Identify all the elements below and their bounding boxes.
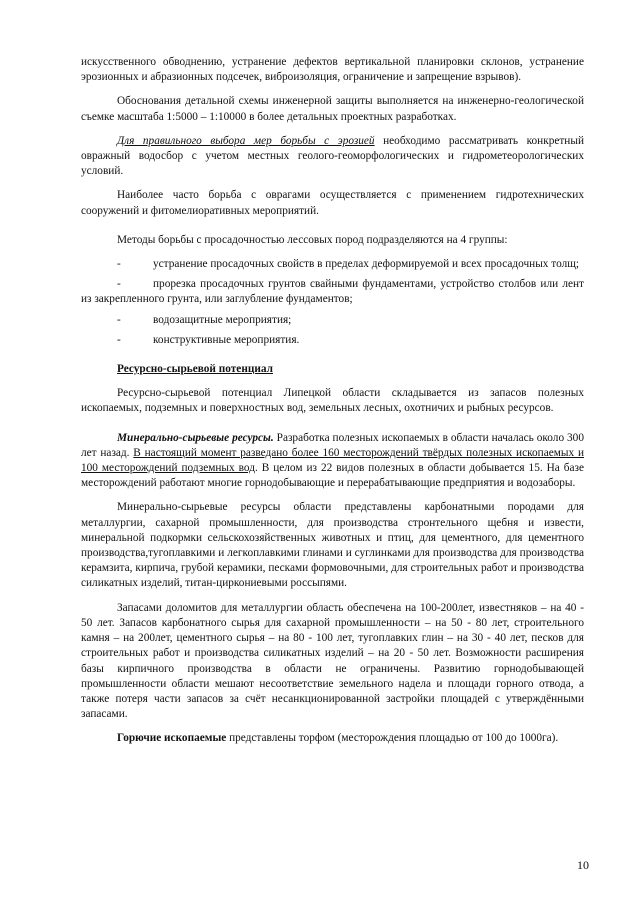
list-dash: - bbox=[117, 278, 121, 291]
list-item bbox=[81, 277, 584, 307]
paragraph-10-lead: Горючие ископаемые bbox=[117, 732, 227, 745]
list-item bbox=[81, 333, 584, 348]
paragraph-4: Наиболее часто борьба с оврагами осуществляется с применением гидротехнических сооружений и фитомелиоративных мероприятий. bbox=[81, 189, 584, 217]
list-item-text: устранение просадочных свойств в пределах деформируемой и всех просадочных толщ; bbox=[153, 258, 580, 271]
section-heading: Ресурсно-сырьевой потенциал bbox=[117, 363, 273, 376]
paragraph-10 bbox=[81, 731, 584, 746]
paragraph-2: Обоснования детальной схемы инженерной защиты выполняется на инженерно-геологической съемке масштаба 1:5000 – 1:10000 в более детальных проектных разработках. bbox=[81, 95, 584, 123]
list-item-text: прорезка просадочных грунтов свайными фундаментами, устройство столбов или лент из закрепленного грунта, или заглубление фундаментов; bbox=[81, 278, 584, 306]
paragraph-7-underlined: В настоящий момент разведано более 160 месторождений твёрдых полезных ископаемых и 100 месторождений подземных вод bbox=[81, 446, 584, 475]
paragraph-5: Методы борьбы с просадочностью лессовых пород подразделяются на 4 группы: bbox=[117, 233, 508, 246]
list-dash: - bbox=[117, 258, 121, 271]
paragraph-1: искусственного обводнению, устранение дефектов вертикальной планировки склонов, устранение эрозионных и абразионных подсечек, виброизоляция, ограничение и запрещение взрывов). bbox=[81, 56, 584, 84]
paragraph-3 bbox=[81, 134, 584, 180]
list-item bbox=[81, 313, 584, 328]
paragraph-10-rest: представлены торфом (месторождения площадью от 100 до 1000га). bbox=[226, 732, 559, 745]
page-number: 10 bbox=[577, 858, 589, 872]
paragraph-8: Минерально-сырьевые ресурсы области представлены карбонатными породами для металлургии, сахарной промышленности, для производства стронтельного щебня и извести, минеральной подкормки сельскохозяйственных животных и птиц, для цементного, для цементного производства,тугоплавкими и легкоплавкими глинами и суглинками для производства для производства керамзита, кирпича, грубой керамики, песками формовочными, для строительных работ и производства силикатных изделий, титан-циркониевыми россыпями. bbox=[81, 501, 584, 590]
paragraph-7-part2: . В целом из 22 видов полезных в области добывается 15. На базе месторождений работают многие горнодобывающие и перерабатывающие предприятия и водозаборы. bbox=[81, 462, 585, 490]
paragraph-7-lead: Минерально-сырьевые ресурсы. bbox=[117, 431, 274, 444]
paragraph-7 bbox=[81, 431, 584, 492]
paragraph-7-part1: Разработка полезных ископаемых в области началась около 300 лет назад. bbox=[81, 431, 584, 459]
paragraph-6: Ресурсно-сырьевой потенциал Липецкой области складывается из запасов полезных ископаемых, подземных и поверхностных вод, земельных лесных, охотничих и рыбных ресурсов. bbox=[81, 387, 584, 415]
paragraph-9: Запасами доломитов для металлургии область обеспечена на 100-200лет, известняков – на 40 - 50 лет. Запасов карбонатного сырья для сахарной промышленности – на 50 - 80 лет, строительного камня – на 200лет, цементного сырья – на 80 - 100 лет, тугоплавких глин – на 30 - 40 лет, песков для строительных работ и производства силикатных изделий – на 20 - 50 лет. Возможности расширения базы кирпичного производства в области не ограничены. Развитию горнодобывающей промышленности области мешают несоответствие земельного надела и площади горного отвода, а также потеря части запасов за счёт несанкционированной застройки площадей с утверждёнными запасами. bbox=[81, 601, 584, 721]
page-content bbox=[81, 55, 584, 756]
paragraph-3-rest: необходимо рассматривать конкретный овражный водосбор с учетом местных геолого-геоморфологических и гидрометеорологических условий. bbox=[81, 134, 584, 178]
list-item-text: конструктивные мероприятия. bbox=[153, 333, 300, 346]
list-dash: - bbox=[117, 333, 121, 346]
list-item-text: водозащитные мероприятия; bbox=[153, 313, 292, 326]
list-dash: - bbox=[117, 313, 121, 326]
paragraph-3-lead: Для правильного выбора мер борьбы с эрозией bbox=[117, 134, 375, 147]
list-item bbox=[81, 257, 584, 272]
